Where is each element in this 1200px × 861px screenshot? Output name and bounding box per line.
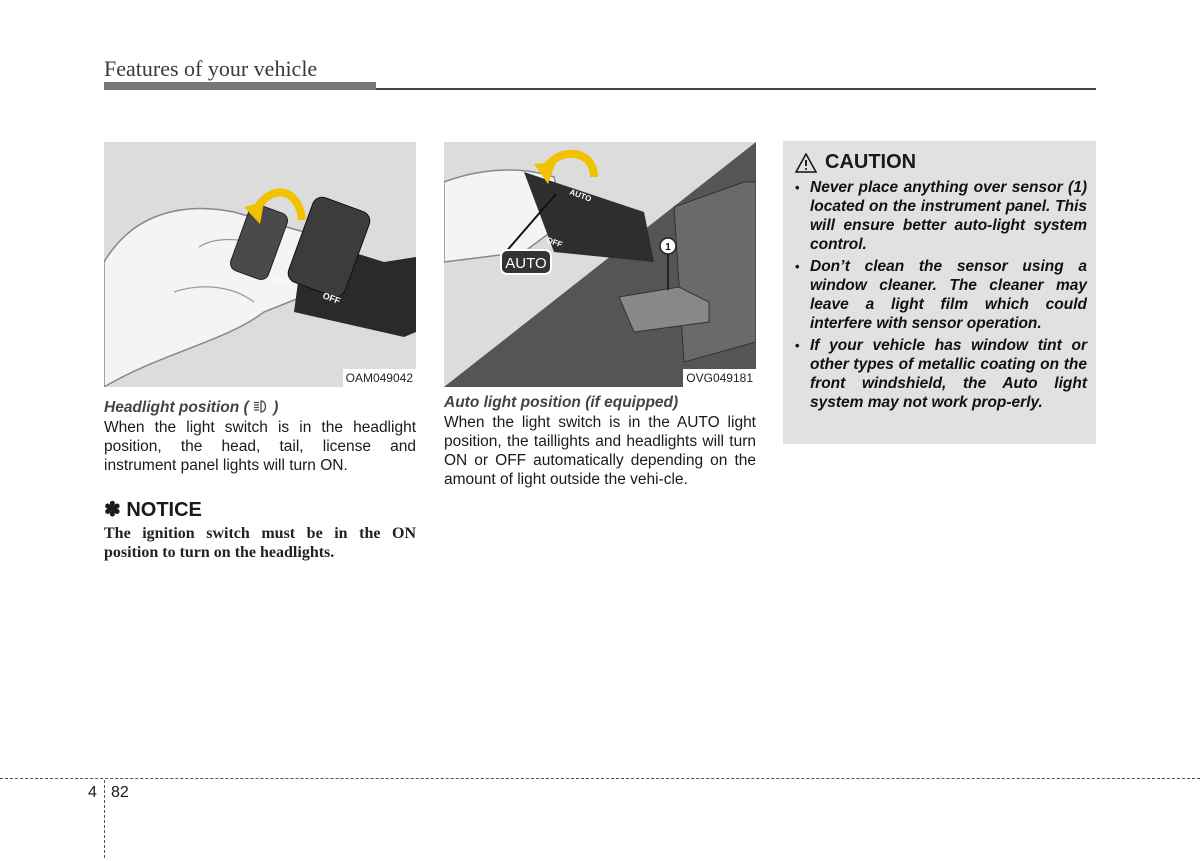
caution-item: • Don’t clean the sensor using a window cleaner. The cleaner may leave a light film which could interfere with sensor operation. [793, 257, 1087, 333]
footer-divider [0, 778, 1200, 779]
caution-box [783, 141, 1096, 444]
page-number: 82 [111, 784, 129, 801]
switch-off-label: OFF [545, 235, 564, 250]
column-headlight [104, 398, 416, 562]
headlight-switch-illustration [104, 142, 416, 387]
chapter-number: 4 [88, 784, 97, 801]
caption-text-end: ) [273, 399, 279, 416]
headlight-caption [104, 398, 416, 418]
notice-body: The ignition switch must be in the ON position to turn on the headlights. [104, 525, 416, 561]
caution-item: • Never place anything over sensor (1) located on the instrument panel. This will ensure better auto-light system control. [793, 178, 1087, 254]
switch-off-label-2: OFF [321, 290, 342, 307]
notice-title: ✽ NOTICE [104, 499, 202, 521]
caution-title: CAUTION [825, 151, 917, 173]
figure-headlight-switch [104, 142, 416, 387]
figure-code: OVG049181 [683, 369, 756, 387]
figure-code: OAM049042 [343, 369, 416, 387]
caution-item: • If your vehicle has window tint or other types of metallic coating on the front windshield, the Auto light system may not work prop-erly. [793, 336, 1087, 412]
page-header-title: Features of your vehicle [104, 56, 318, 81]
figure-auto-light-switch [444, 142, 756, 387]
warning-triangle-icon [795, 153, 817, 173]
caption-text: Headlight position ( [104, 399, 249, 416]
auto-light-switch-illustration [444, 142, 756, 387]
caution-list [793, 178, 1087, 415]
column-auto-light [444, 393, 756, 489]
header-rule-thin [376, 88, 1096, 90]
auto-callout-label: AUTO [505, 255, 547, 272]
auto-light-body: When the light switch is in the AUTO light position, the taillights and headlights will turn ON or OFF automatically depending on the amount of light outside the vehi-cle. [444, 414, 756, 488]
caution-header [795, 151, 916, 174]
switch-off-label-1: OFF [271, 272, 292, 289]
footer-vertical-divider [104, 780, 105, 858]
switch-auto-label: AUTO [568, 187, 593, 204]
header-rule-thick [104, 82, 376, 90]
headlight-body: When the light switch is in the headlight position, the head, tail, license and instrument panel lights will turn ON. [104, 419, 416, 474]
headlight-icon [253, 400, 269, 413]
auto-light-caption: Auto light position (if equipped) [444, 394, 679, 411]
sensor-marker-label: 1 [665, 242, 671, 253]
